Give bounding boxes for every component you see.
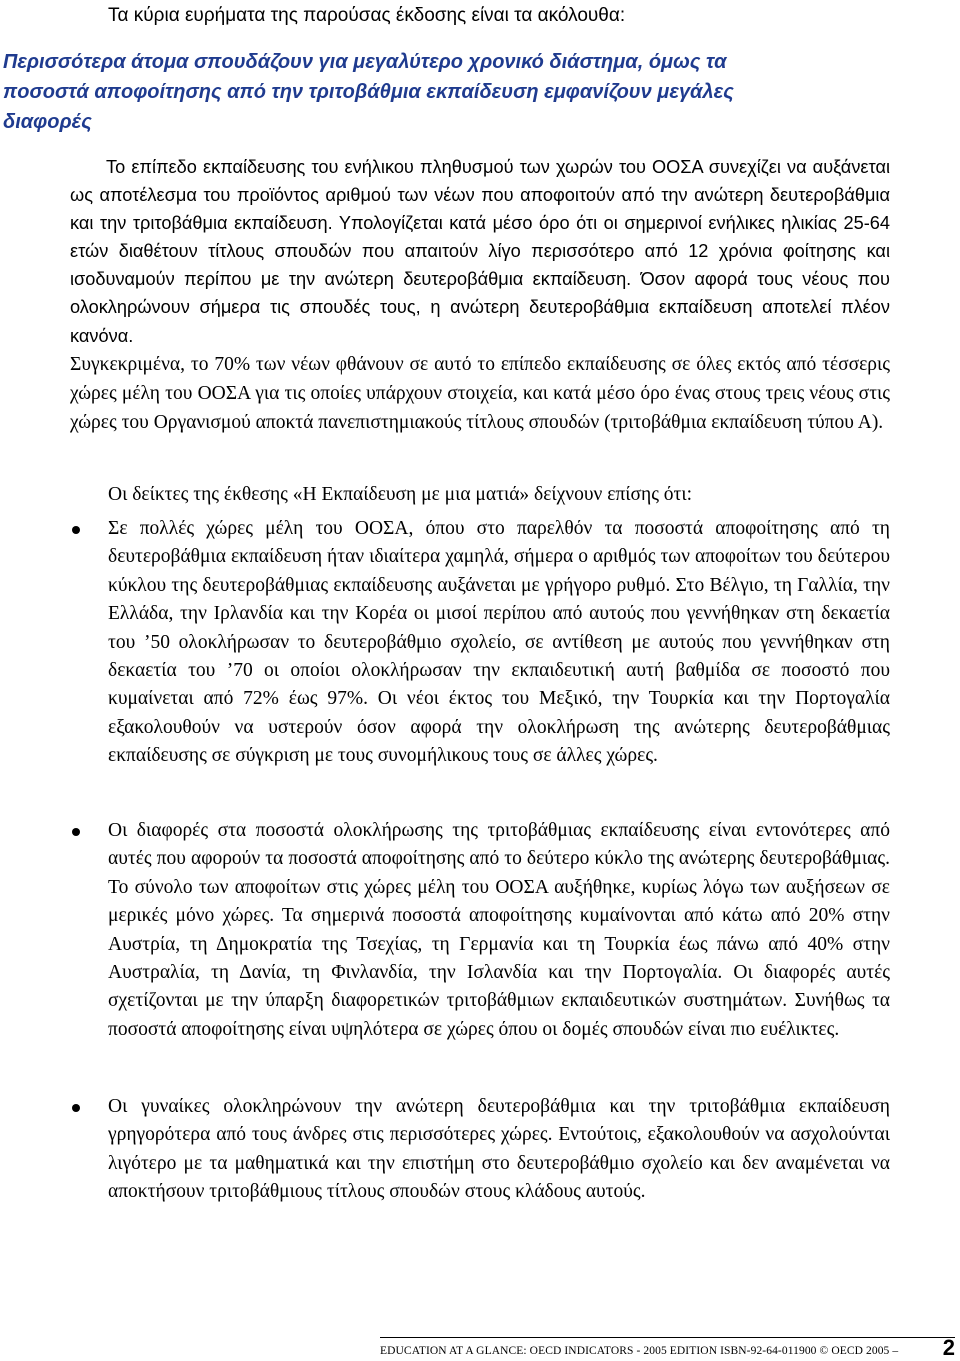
bullet-dot-icon [72, 1104, 80, 1112]
section-heading: Περισσότερα άτομα σπουδάζουν για μεγαλύτερο χρονικό διάστημα, όμως τα ποσοστά αποφοίτησης από την τριτοβάθμια εκπαίδευση εμφανίζουν μεγάλες διαφορές [3, 51, 734, 133]
footer-text: EDUCATION AT A GLANCE: OECD INDICATORS - 2005 EDITION ISBN-92-64-011900 © OECD 2005 – [380, 1345, 899, 1357]
bullet-text-3: Οι γυναίκες ολοκληρώνουν την ανώτερη δευτεροβάθμια και την τριτοβάθμια εκπαίδευση γρηγορότερα από τους άνδρες στις περισσότερες χώρες. Εντούτοις, εξακολουθούν να ασχολούνται λιγότερο με τα μαθηματικά και την επιστήμη στο δευτεροβάθμιο σχολείο και δεν αναμένεται να αποκτήσουν τριτοβάθμιους τίτλους σπουδών στους κλάδους αυτούς. [108, 1096, 890, 1203]
paragraph-1-sans-text: Το επίπεδο εκπαίδευσης του ενήλικου πληθυσμού των χωρών του ΟΟΣΑ συνεχίζει να αυξάνεται ως αποτέλεσμα του προϊόντος αριθμού των νέων που αποφοιτούν από την ανώτερη δευτεροβάθμια και την τριτοβάθμια εκπαίδευση. Υπολογίζεται κατά μέσο όρο ότι οι σημερινοί ενήλικες ηλικίας 25-64 ετών διαθέτουν τίτλους σπουδών που απαιτούν λίγο περισσότερο από 12 χρόνια φοίτησης και ισοδυναμούν περίπου με την ανώτερη δευτεροβάθμια εκπαίδευση. Όσον αφορά τους νέους που ολοκληρώνουν σήμερα τις σπουδές τους, η ανώτερη δευτεροβάθμια εκπαίδευση αποτελεί πλέον κανόνα. [70, 157, 890, 346]
footer-rule [380, 1337, 955, 1338]
indicators-intro: Οι δείκτες της έκθεσης «Η Εκπαίδευση με μια ματιά» δείχνουν επίσης ότι: [108, 484, 693, 505]
paragraph-1-serif-text: Συγκεκριμένα, το 70% των νέων φθάνουν σε αυτό το επίπεδο εκπαίδευσης σε όλες εκτός από τέσσερις χώρες μέλη του ΟΟΣΑ για τις οποίες υπάρχουν στοιχεία, και κατά μέσο όρο ένας στους τρεις νέους στις χώρες του Οργανισμού αποκτά πανεπιστημιακούς τίτλους σπουδών (τριτοβάθμια εκπαίδευση τύπου Α). [70, 353, 890, 434]
intro-sentence: Τα κύρια ευρήματα της παρούσας έκδοσης είναι τα ακόλουθα: [108, 5, 626, 26]
bullet-dot-icon [72, 526, 80, 534]
bullet-text-2: Οι διαφορές στα ποσοστά ολοκλήρωσης της τριτοβάθμιας εκπαίδευσης είναι εντονότερες από αυτές που αφορούν τα ποσοστά αποφοίτησης από το δεύτερο κύκλο της ανώτερης δευτεροβάθμιας. Το σύνολο των αποφοίτων στις χώρες μέλη του ΟΟΣΑ αυξήθηκε, κυρίως λόγω των αυξήσεων σε μερικές μόνο χώρες. Τα σημερινά ποσοστά αποφοίτησης κυμαίνονται από κάτω από 20% στην Αυστρία, τη Δημοκρατία της Τσεχίας, τη Γερμανία και τη Τουρκία έως πάνω από 40% στην Αυστραλία, τη Δανία, τη Φινλανδία, την Ισλανδία και την Πορτογαλία. Οι διαφορές αυτές σχετίζονται με την ύπαρξη διαφορετικών τριτοβάθμιων εκπαιδευτικών συστημάτων. Συνήθως τα ποσοστά αποφοίτησης είναι υψηλότερα σε χώρες όπου οι δομές σπουδών είναι πιο ευέλικτες. [108, 820, 890, 1040]
paragraph-1 [70, 153, 890, 438]
page-footer [380, 1337, 955, 1359]
bullet-text-1: Σε πολλές χώρες μέλη του ΟΟΣΑ, όπου στο παρελθόν τα ποσοστά αποφοίτησης από τη δευτεροβάθμια εκπαίδευση ήταν ιδιαίτερα χαμηλά, σήμερα ο αριθμός των αποφοίτων του δεύτερου κύκλου της δευτεροβάθμιας εκπαίδευσης αυξάνεται με γρήγορο ρυθμό. Στο Βέλγιο, τη Γαλλία, την Ελλάδα, την Ιρλανδία και την Κορέα οι μισοί περίπου από αυτούς που γεννήθηκαν στη δεκαετία του ’50 ολοκλήρωσαν το δευτεροβάθμιο σχολείο, σε αντίθεση με αυτούς που γεννήθηκαν στη δεκαετία του ’70 οι οποίοι ολοκλήρωσαν την εκπαιδευτική αυτή βαθμίδα σε ποσοστό που κυμαίνεται από 72% έως 97%. Οι νέοι έκτος του Μεξικό, την Τουρκία και την Πορτογαλία εξακολουθούν να υστερούν όσον αφορά την ολοκλήρωση της ανώτερης δευτεροβάθμιας εκπαίδευσης σε σύγκριση με τους συνομήλικους τους σε άλλες χώρες. [108, 518, 890, 767]
page-number: 2 [942, 1335, 955, 1360]
bullet-dot-icon [72, 828, 80, 836]
